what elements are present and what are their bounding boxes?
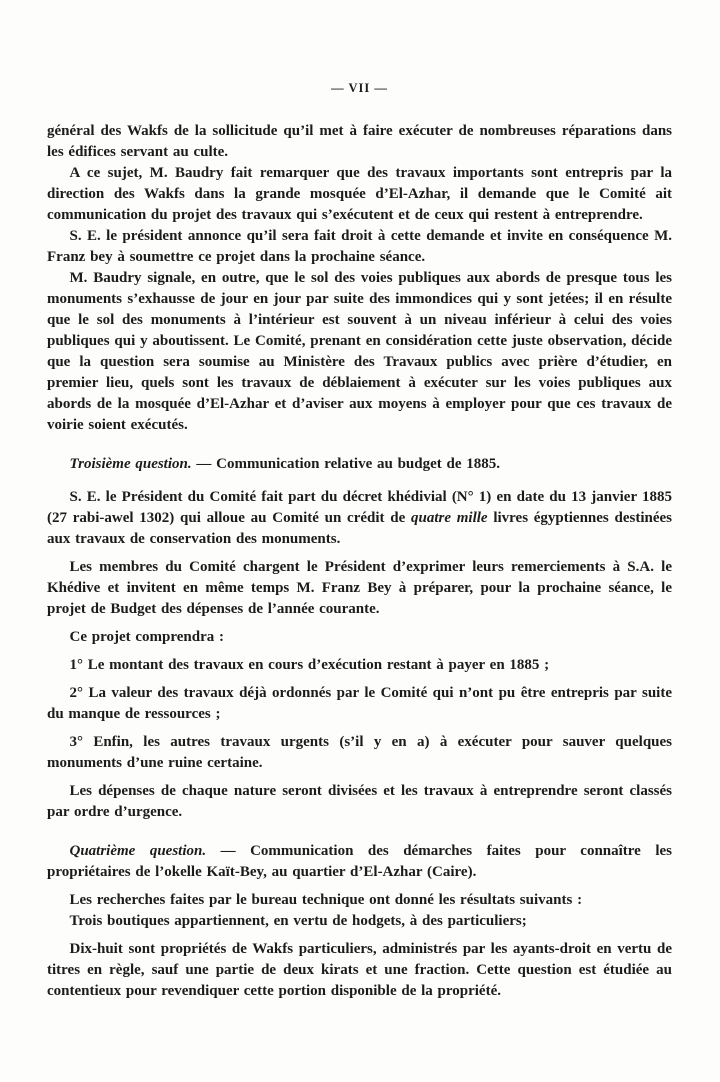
- text-run: — Communication relative au budget de 1885.: [191, 456, 501, 472]
- paragraph-continuation: [47, 121, 672, 163]
- paragraph-dix-huit: [47, 939, 672, 1002]
- text-run: 3° Enfin, les autres travaux urgents (s’il y en a) à exécuter pour sauver quelques monuments d’une ruine certaine.: [47, 734, 672, 771]
- text-run: Dix-huit sont propriétés de Wakfs particuliers, administrés par les ayants-droit en vertu de titres en règle, sauf une partie de deux kirats et une fraction. Cette question est étudiée au contentieux pour revendiquer cette portion disponible de la propriété.: [47, 941, 672, 999]
- paragraph-trois-boutiques: [47, 911, 672, 932]
- italic-text-run: Troisième question.: [69, 456, 192, 472]
- paragraph-president-announce: [47, 226, 672, 268]
- list-item-2: [47, 683, 672, 725]
- text-run: Ce projet comprendra :: [69, 629, 224, 645]
- list-item-1: [47, 655, 672, 676]
- text-run: S. E. le Président du Comité fait part du décret khédivial (N° 1) en date du 13 janvier 1885 (27 rabi-awel 1302) qui alloue au Comité un crédit de: [47, 489, 672, 526]
- document-body: [47, 121, 672, 1002]
- text-run: 1° Le montant des travaux en cours d’exécution restant à payer en 1885 ;: [69, 657, 550, 673]
- text-run: S. E. le président annonce qu’il sera fait droit à cette demande et invite en conséquence M. Franz bey à soumettre ce projet dans la prochaine séance.: [47, 228, 672, 265]
- italic-text-run: quatre mille: [411, 510, 488, 526]
- paragraph-projet-comprendra: [47, 627, 672, 648]
- text-run: Les dépenses de chaque nature seront divisées et les travaux à entreprendre seront classés par ordre d’urgence.: [47, 783, 672, 820]
- paragraph-remerciements: [47, 557, 672, 620]
- paragraph-recherches: [47, 890, 672, 911]
- text-run: A ce sujet, M. Baudry fait remarquer que des travaux importants sont entrepris par la direction des Wakfs dans la grande mosquée d’El-Azhar, il demande que le Comité ait communication du projet des travaux qui s’exécutent et de ceux qui restent à entreprendre.: [47, 165, 672, 223]
- italic-text-run: Quatrième question.: [69, 843, 207, 859]
- text-run: livres égyptiennes destinées aux travaux de conservation des monuments.: [47, 510, 672, 547]
- text-run: — Communication des démarches faites pour connaître les propriétaires de l’okelle Kaït-Bey, au quartier d’El-Azhar (Caire).: [47, 843, 672, 880]
- text-run: 2° La valeur des travaux déjà ordonnés par le Comité qui n’ont pu être entrepris par suite du manque de ressources ;: [47, 685, 672, 722]
- list-item-3: [47, 732, 672, 774]
- text-run: Les recherches faites par le bureau technique ont donné les résultats suivants :: [69, 892, 583, 908]
- text-run: Les membres du Comité chargent le Président d’exprimer leurs remerciements à S.A. le Khédive et invitent en même temps M. Franz Bey à préparer, pour la prochaine séance, le projet de Budget des dépenses de l’année courante.: [47, 559, 672, 617]
- text-run: Trois boutiques appartiennent, en vertu de hodgets, à des particuliers;: [69, 913, 527, 929]
- text-run: général des Wakfs de la sollicitude qu’il met à faire exécuter de nombreuses réparations dans les édifices servant au culte.: [47, 123, 672, 160]
- paragraph-baudry-signale: [47, 268, 672, 436]
- paragraph-decret-khedivial: [47, 487, 672, 550]
- text-run: M. Baudry signale, en outre, que le sol des voies publiques aux abords de presque tous les monuments s’exhausse de jour en jour par suite des immondices qui y sont jetées; il en résulte que le sol des monuments à l’intérieur est souvent à un niveau inférieur à celui des voies publiques qui y aboutissent. Le Comité, prenant en considération cette juste observation, décide que la question sera soumise au Ministère des Travaux publics avec prière d’étudier, en premier lieu, quels sont les travaux de déblaiement à exécuter sur les voies publiques aux abords de la mosquée d’El-Azhar et d’aviser aux moyens à employer pour que ces travaux de voirie soient exécutés.: [47, 270, 672, 433]
- paragraph-depenses-classees: [47, 781, 672, 823]
- section-heading-troisieme-question: [47, 454, 672, 475]
- paragraph-baudry-remark: [47, 163, 672, 226]
- page-number: — VII —: [331, 81, 388, 95]
- section-heading-quatrieme-question: [47, 841, 672, 883]
